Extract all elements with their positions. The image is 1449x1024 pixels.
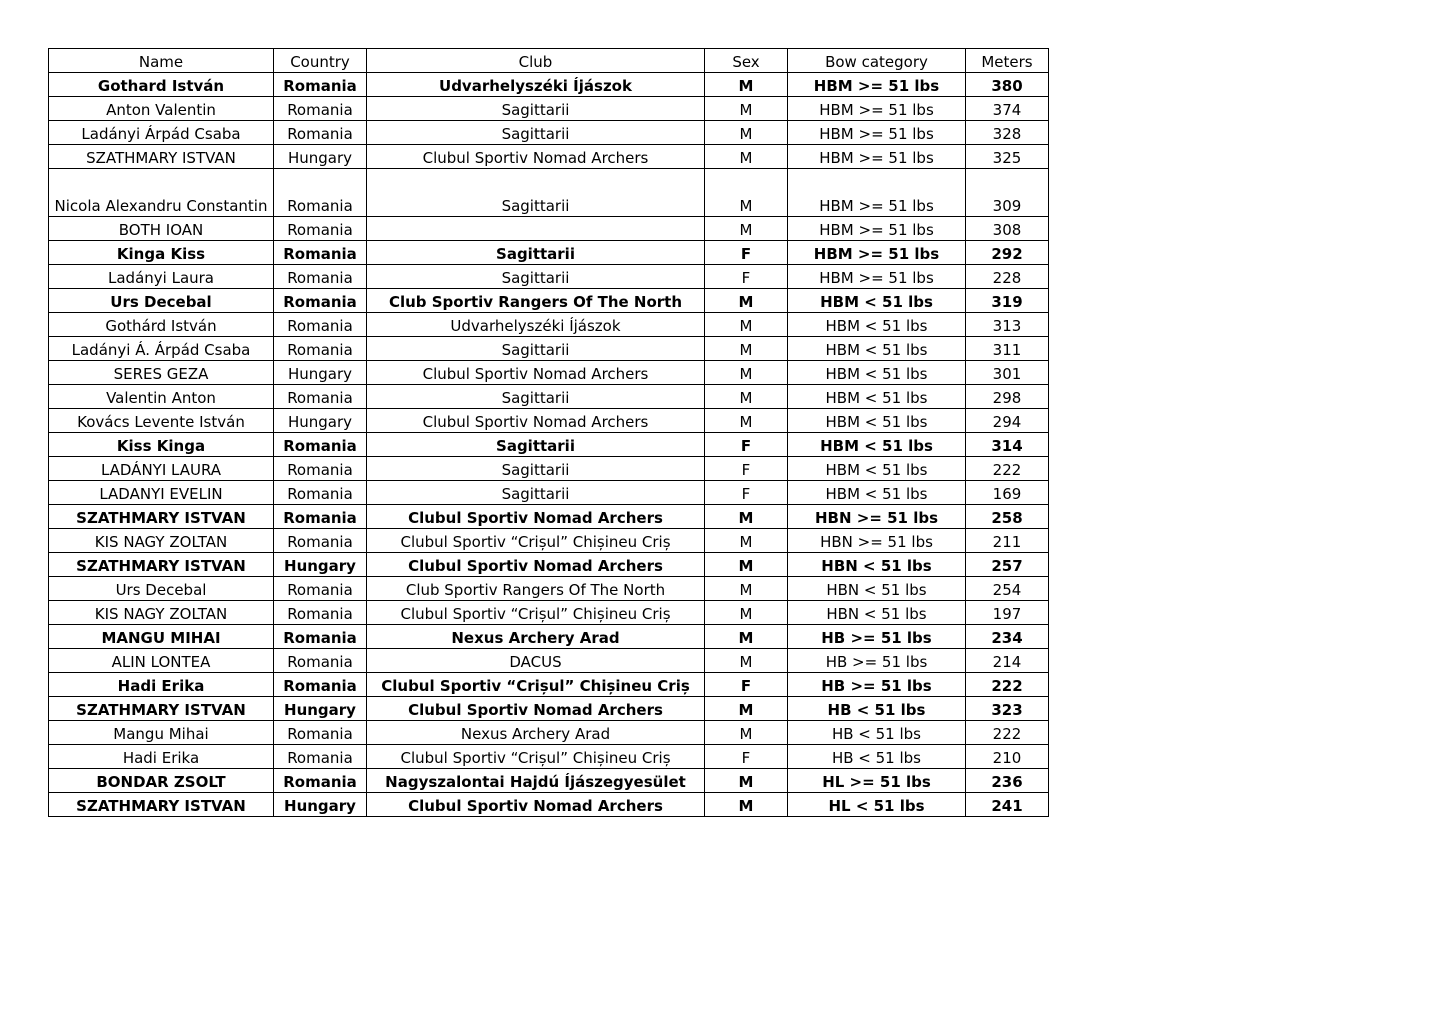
- cell-country: Hungary: [274, 697, 367, 721]
- table-row: [49, 289, 1049, 313]
- cell-club: Clubul Sportiv “Crișul” Chișineu Criș: [367, 745, 705, 769]
- column-header-club: Club: [367, 49, 705, 73]
- cell-meters: 222: [966, 457, 1049, 481]
- cell-club: Udvarhelyszéki Íjászok: [367, 313, 705, 337]
- cell-bow-category: HBM >= 51 lbs: [788, 145, 966, 169]
- cell-bow-category: HL < 51 lbs: [788, 793, 966, 817]
- table-row: [49, 649, 1049, 673]
- cell-country: Hungary: [274, 553, 367, 577]
- cell-club: Clubul Sportiv Nomad Archers: [367, 505, 705, 529]
- cell-country: Hungary: [274, 793, 367, 817]
- cell-country: Romania: [274, 97, 367, 121]
- cell-club: Sagittarii: [367, 241, 705, 265]
- table-row: [49, 361, 1049, 385]
- cell-club: Clubul Sportiv Nomad Archers: [367, 793, 705, 817]
- cell-meters: 298: [966, 385, 1049, 409]
- cell-club: Clubul Sportiv “Crișul” Chișineu Criș: [367, 673, 705, 697]
- cell-bow-category: HB >= 51 lbs: [788, 625, 966, 649]
- cell-meters: 214: [966, 649, 1049, 673]
- cell-sex: F: [705, 481, 788, 505]
- cell-club: Sagittarii: [367, 433, 705, 457]
- table-row: [49, 625, 1049, 649]
- cell-club: Clubul Sportiv “Crișul” Chișineu Criș: [367, 601, 705, 625]
- table-row: [49, 745, 1049, 769]
- cell-name: Urs Decebal: [49, 577, 274, 601]
- cell-country: Romania: [274, 529, 367, 553]
- cell-meters: 319: [966, 289, 1049, 313]
- cell-bow-category: HB >= 51 lbs: [788, 649, 966, 673]
- cell-club: Clubul Sportiv Nomad Archers: [367, 553, 705, 577]
- cell-country: Hungary: [274, 145, 367, 169]
- cell-name: Gothard István: [49, 73, 274, 97]
- cell-club: [367, 217, 705, 241]
- table-row: [49, 673, 1049, 697]
- column-header-bow-category: Bow category: [788, 49, 966, 73]
- cell-sex: M: [705, 769, 788, 793]
- cell-bow-category: HBM >= 51 lbs: [788, 265, 966, 289]
- cell-meters: 311: [966, 337, 1049, 361]
- cell-country: Romania: [274, 457, 367, 481]
- cell-country: Romania: [274, 313, 367, 337]
- cell-sex: M: [705, 409, 788, 433]
- cell-sex: M: [705, 121, 788, 145]
- cell-meters: 222: [966, 673, 1049, 697]
- cell-sex: M: [705, 73, 788, 97]
- cell-country: Hungary: [274, 409, 367, 433]
- cell-bow-category: HBM < 51 lbs: [788, 433, 966, 457]
- cell-sex: F: [705, 241, 788, 265]
- column-header-sex: Sex: [705, 49, 788, 73]
- cell-meters: 197: [966, 601, 1049, 625]
- table-row: [49, 337, 1049, 361]
- cell-bow-category: HBM < 51 lbs: [788, 361, 966, 385]
- cell-meters: 236: [966, 769, 1049, 793]
- cell-meters: 325: [966, 145, 1049, 169]
- table-row: [49, 769, 1049, 793]
- cell-meters: 292: [966, 241, 1049, 265]
- cell-name: BONDAR ZSOLT: [49, 769, 274, 793]
- cell-sex: M: [705, 601, 788, 625]
- cell-meters: 211: [966, 529, 1049, 553]
- cell-name: Kiss Kinga: [49, 433, 274, 457]
- cell-bow-category: HB < 51 lbs: [788, 721, 966, 745]
- cell-meters: 257: [966, 553, 1049, 577]
- cell-name: Kinga Kiss: [49, 241, 274, 265]
- cell-bow-category: HBM < 51 lbs: [788, 409, 966, 433]
- cell-club: Clubul Sportiv Nomad Archers: [367, 145, 705, 169]
- cell-club: Clubul Sportiv Nomad Archers: [367, 409, 705, 433]
- cell-sex: M: [705, 169, 788, 217]
- cell-sex: F: [705, 457, 788, 481]
- cell-sex: M: [705, 361, 788, 385]
- table-row: [49, 505, 1049, 529]
- cell-sex: M: [705, 793, 788, 817]
- cell-country: Romania: [274, 649, 367, 673]
- cell-sex: M: [705, 97, 788, 121]
- cell-name: SZATHMARY ISTVAN: [49, 697, 274, 721]
- cell-name: MANGU MIHAI: [49, 625, 274, 649]
- cell-sex: F: [705, 673, 788, 697]
- cell-name: ALIN LONTEA: [49, 649, 274, 673]
- cell-bow-category: HBN >= 51 lbs: [788, 505, 966, 529]
- column-header-name: Name: [49, 49, 274, 73]
- cell-name: Ladányi Á. Árpád Csaba: [49, 337, 274, 361]
- table-row: [49, 481, 1049, 505]
- cell-bow-category: HBM < 51 lbs: [788, 457, 966, 481]
- cell-bow-category: HB < 51 lbs: [788, 745, 966, 769]
- cell-meters: 210: [966, 745, 1049, 769]
- cell-club: Sagittarii: [367, 385, 705, 409]
- cell-sex: M: [705, 577, 788, 601]
- table-row: [49, 121, 1049, 145]
- cell-meters: 258: [966, 505, 1049, 529]
- cell-meters: 313: [966, 313, 1049, 337]
- cell-sex: M: [705, 337, 788, 361]
- cell-sex: M: [705, 313, 788, 337]
- table-row: [49, 217, 1049, 241]
- cell-name: Urs Decebal: [49, 289, 274, 313]
- cell-country: Romania: [274, 625, 367, 649]
- cell-club: Sagittarii: [367, 265, 705, 289]
- table-row: [49, 457, 1049, 481]
- cell-club: Nagyszalontai Hajdú Íjászegyesület: [367, 769, 705, 793]
- table-row: [49, 313, 1049, 337]
- column-header-meters: Meters: [966, 49, 1049, 73]
- cell-sex: M: [705, 529, 788, 553]
- cell-meters: 234: [966, 625, 1049, 649]
- cell-sex: M: [705, 505, 788, 529]
- cell-country: Romania: [274, 481, 367, 505]
- cell-club: Club Sportiv Rangers Of The North: [367, 289, 705, 313]
- cell-bow-category: HBM < 51 lbs: [788, 337, 966, 361]
- table-row: [49, 721, 1049, 745]
- cell-name: KIS NAGY ZOLTAN: [49, 529, 274, 553]
- cell-meters: 314: [966, 433, 1049, 457]
- cell-bow-category: HBM >= 51 lbs: [788, 97, 966, 121]
- table-row: [49, 433, 1049, 457]
- table-row: [49, 169, 1049, 217]
- cell-bow-category: HB < 51 lbs: [788, 697, 966, 721]
- cell-sex: F: [705, 265, 788, 289]
- cell-country: Romania: [274, 769, 367, 793]
- cell-name: SZATHMARY ISTVAN: [49, 505, 274, 529]
- cell-name: Kovács Levente István: [49, 409, 274, 433]
- table-row: [49, 601, 1049, 625]
- cell-name: SZATHMARY ISTVAN: [49, 553, 274, 577]
- cell-sex: F: [705, 745, 788, 769]
- cell-sex: M: [705, 553, 788, 577]
- cell-country: Romania: [274, 337, 367, 361]
- cell-club: Clubul Sportiv Nomad Archers: [367, 697, 705, 721]
- cell-name: Anton Valentin: [49, 97, 274, 121]
- cell-bow-category: HBM >= 51 lbs: [788, 73, 966, 97]
- cell-name: SZATHMARY ISTVAN: [49, 145, 274, 169]
- cell-club: Sagittarii: [367, 337, 705, 361]
- cell-sex: M: [705, 625, 788, 649]
- cell-country: Romania: [274, 745, 367, 769]
- cell-country: Romania: [274, 241, 367, 265]
- cell-name: SERES GEZA: [49, 361, 274, 385]
- cell-meters: 323: [966, 697, 1049, 721]
- cell-country: Romania: [274, 433, 367, 457]
- table-row: [49, 553, 1049, 577]
- cell-meters: 380: [966, 73, 1049, 97]
- cell-sex: M: [705, 385, 788, 409]
- cell-country: Romania: [274, 505, 367, 529]
- table-row: [49, 265, 1049, 289]
- table-row: [49, 577, 1049, 601]
- cell-name: Hadi Erika: [49, 673, 274, 697]
- cell-club: Nexus Archery Arad: [367, 721, 705, 745]
- table-row: [49, 529, 1049, 553]
- cell-bow-category: HBM >= 51 lbs: [788, 121, 966, 145]
- cell-country: Romania: [274, 289, 367, 313]
- cell-country: Romania: [274, 721, 367, 745]
- cell-country: Hungary: [274, 361, 367, 385]
- header-row: [49, 49, 1049, 73]
- cell-name: BOTH IOAN: [49, 217, 274, 241]
- cell-meters: 309: [966, 169, 1049, 217]
- cell-bow-category: HBM >= 51 lbs: [788, 217, 966, 241]
- table-row: [49, 241, 1049, 265]
- results-table: [48, 48, 1049, 817]
- table-row: [49, 73, 1049, 97]
- cell-meters: 254: [966, 577, 1049, 601]
- cell-club: Udvarhelyszéki Íjászok: [367, 73, 705, 97]
- cell-sex: M: [705, 649, 788, 673]
- cell-meters: 241: [966, 793, 1049, 817]
- cell-name: Gothárd István: [49, 313, 274, 337]
- cell-club: Club Sportiv Rangers Of The North: [367, 577, 705, 601]
- cell-country: Romania: [274, 73, 367, 97]
- cell-meters: 169: [966, 481, 1049, 505]
- cell-name: Valentin Anton: [49, 385, 274, 409]
- cell-club: Sagittarii: [367, 457, 705, 481]
- results-body: [49, 73, 1049, 817]
- cell-name: Ladányi Laura: [49, 265, 274, 289]
- table-row: [49, 97, 1049, 121]
- cell-sex: M: [705, 721, 788, 745]
- cell-bow-category: HBM < 51 lbs: [788, 289, 966, 313]
- table-row: [49, 793, 1049, 817]
- cell-bow-category: HBN < 51 lbs: [788, 601, 966, 625]
- cell-country: Romania: [274, 121, 367, 145]
- cell-country: Romania: [274, 169, 367, 217]
- cell-bow-category: HBM < 51 lbs: [788, 481, 966, 505]
- cell-club: Nexus Archery Arad: [367, 625, 705, 649]
- cell-bow-category: HBN >= 51 lbs: [788, 529, 966, 553]
- cell-meters: 308: [966, 217, 1049, 241]
- cell-meters: 222: [966, 721, 1049, 745]
- cell-bow-category: HBM >= 51 lbs: [788, 241, 966, 265]
- cell-bow-category: HBN < 51 lbs: [788, 577, 966, 601]
- cell-meters: 228: [966, 265, 1049, 289]
- cell-club: DACUS: [367, 649, 705, 673]
- cell-name: LADANYI EVELIN: [49, 481, 274, 505]
- cell-bow-category: HBM < 51 lbs: [788, 313, 966, 337]
- cell-name: KIS NAGY ZOLTAN: [49, 601, 274, 625]
- cell-name: LADÁNYI LAURA: [49, 457, 274, 481]
- cell-name: Mangu Mihai: [49, 721, 274, 745]
- cell-club: Sagittarii: [367, 97, 705, 121]
- cell-sex: M: [705, 289, 788, 313]
- table-row: [49, 697, 1049, 721]
- cell-country: Romania: [274, 601, 367, 625]
- cell-bow-category: HBN < 51 lbs: [788, 553, 966, 577]
- cell-club: Clubul Sportiv “Crișul” Chișineu Criș: [367, 529, 705, 553]
- cell-country: Romania: [274, 385, 367, 409]
- cell-country: Romania: [274, 265, 367, 289]
- table-row: [49, 385, 1049, 409]
- cell-name: Hadi Erika: [49, 745, 274, 769]
- cell-name: Nicola Alexandru Constantin: [49, 169, 274, 217]
- cell-club: Sagittarii: [367, 169, 705, 217]
- cell-club: Clubul Sportiv Nomad Archers: [367, 361, 705, 385]
- cell-club: Sagittarii: [367, 121, 705, 145]
- cell-country: Romania: [274, 577, 367, 601]
- cell-sex: F: [705, 433, 788, 457]
- cell-name: Ladányi Árpád Csaba: [49, 121, 274, 145]
- cell-bow-category: HBM < 51 lbs: [788, 385, 966, 409]
- table-row: [49, 145, 1049, 169]
- cell-bow-category: HB >= 51 lbs: [788, 673, 966, 697]
- cell-sex: M: [705, 145, 788, 169]
- cell-meters: 294: [966, 409, 1049, 433]
- cell-country: Romania: [274, 217, 367, 241]
- cell-sex: M: [705, 697, 788, 721]
- cell-country: Romania: [274, 673, 367, 697]
- cell-bow-category: HL >= 51 lbs: [788, 769, 966, 793]
- cell-meters: 301: [966, 361, 1049, 385]
- cell-name: SZATHMARY ISTVAN: [49, 793, 274, 817]
- table-row: [49, 409, 1049, 433]
- cell-club: Sagittarii: [367, 481, 705, 505]
- cell-bow-category: HBM >= 51 lbs: [788, 169, 966, 217]
- column-header-country: Country: [274, 49, 367, 73]
- cell-meters: 328: [966, 121, 1049, 145]
- cell-sex: M: [705, 217, 788, 241]
- cell-meters: 374: [966, 97, 1049, 121]
